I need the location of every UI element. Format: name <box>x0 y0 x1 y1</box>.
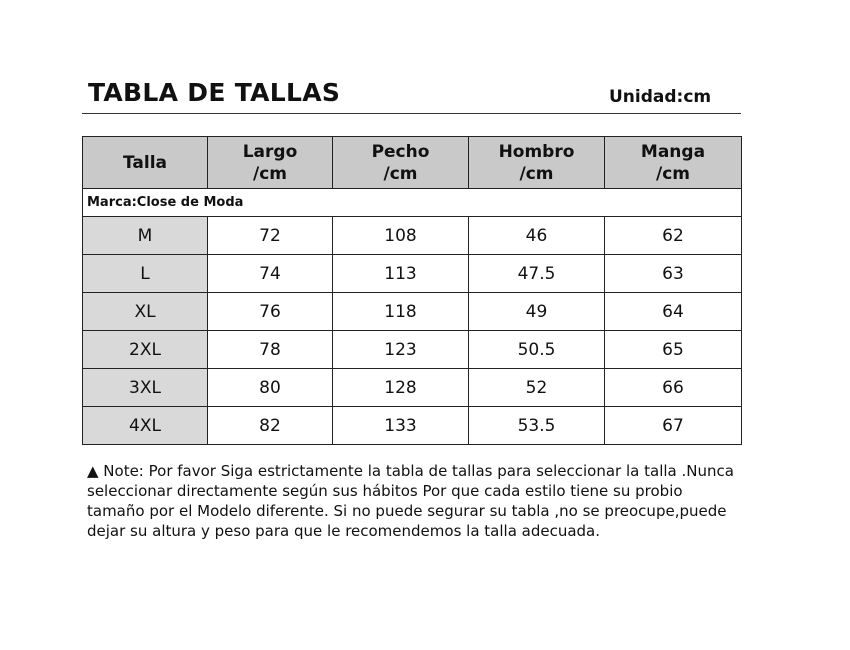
column-header-manga <box>605 137 742 189</box>
measurement-cell: 123 <box>333 331 469 369</box>
brand-row <box>83 189 742 217</box>
measurement-cell: 47.5 <box>469 255 605 293</box>
column-header-talla <box>83 137 208 189</box>
measurement-cell: 66 <box>605 369 742 407</box>
measurement-cell: 108 <box>333 217 469 255</box>
column-header-unit: /cm <box>253 163 287 184</box>
size-cell: 3XL <box>83 369 208 407</box>
measurement-cell: 118 <box>333 293 469 331</box>
column-header-label: Manga <box>640 141 706 162</box>
column-header-label: Pecho <box>371 141 430 162</box>
table-row <box>83 255 742 293</box>
measurement-cell: 62 <box>605 217 742 255</box>
title-divider <box>82 113 741 114</box>
column-header-unit: /cm <box>519 163 554 184</box>
measurement-cell: 72 <box>208 217 333 255</box>
measurement-cell: 74 <box>208 255 333 293</box>
measurement-cell: 80 <box>208 369 333 407</box>
column-header-label: Talla <box>122 152 167 173</box>
measurement-cell: 128 <box>333 369 469 407</box>
table-row <box>83 369 742 407</box>
column-header-label: Hombro <box>498 141 575 162</box>
measurement-cell: 50.5 <box>469 331 605 369</box>
table-row <box>83 293 742 331</box>
measurement-cell: 76 <box>208 293 333 331</box>
measurement-cell: 65 <box>605 331 742 369</box>
size-cell: L <box>83 255 208 293</box>
measurement-cell: 82 <box>208 407 333 445</box>
table-header-row <box>83 137 742 189</box>
measurement-cell: 67 <box>605 407 742 445</box>
brand-label: Marca:Close de Moda <box>83 189 742 217</box>
measurement-cell: 64 <box>605 293 742 331</box>
table-row <box>83 217 742 255</box>
table-row <box>83 407 742 445</box>
table-row <box>83 331 742 369</box>
size-cell: M <box>83 217 208 255</box>
measurement-cell: 46 <box>469 217 605 255</box>
size-cell: XL <box>83 293 208 331</box>
column-header-hombro <box>469 137 605 189</box>
size-cell: 2XL <box>83 331 208 369</box>
measurement-cell: 113 <box>333 255 469 293</box>
column-header-pecho <box>333 137 469 189</box>
column-header-label: Largo <box>242 141 298 162</box>
page-title: TABLA DE TALLAS <box>88 78 341 107</box>
measurement-cell: 52 <box>469 369 605 407</box>
measurement-cell: 53.5 <box>469 407 605 445</box>
measurement-cell: 133 <box>333 407 469 445</box>
measurement-cell: 49 <box>469 293 605 331</box>
size-table <box>82 136 742 445</box>
unit-label: Unidad:cm <box>609 87 712 107</box>
column-header-largo <box>208 137 333 189</box>
column-header-unit: /cm <box>383 163 418 184</box>
size-note: ▲ Note: Por favor Siga estrictamente la tabla de tallas para seleccionar la talla .Nunca seleccionar directamente según sus hábitos Por que cada estilo tiene su probio tamaño por el Modelo diferente. Si no puede segurar su tabla ,no se preocupe,puede dejar su altura y peso para que le recomendemos la talla adecuada. <box>87 462 734 540</box>
measurement-cell: 63 <box>605 255 742 293</box>
column-header-unit: /cm <box>656 163 690 184</box>
size-cell: 4XL <box>83 407 208 445</box>
measurement-cell: 78 <box>208 331 333 369</box>
